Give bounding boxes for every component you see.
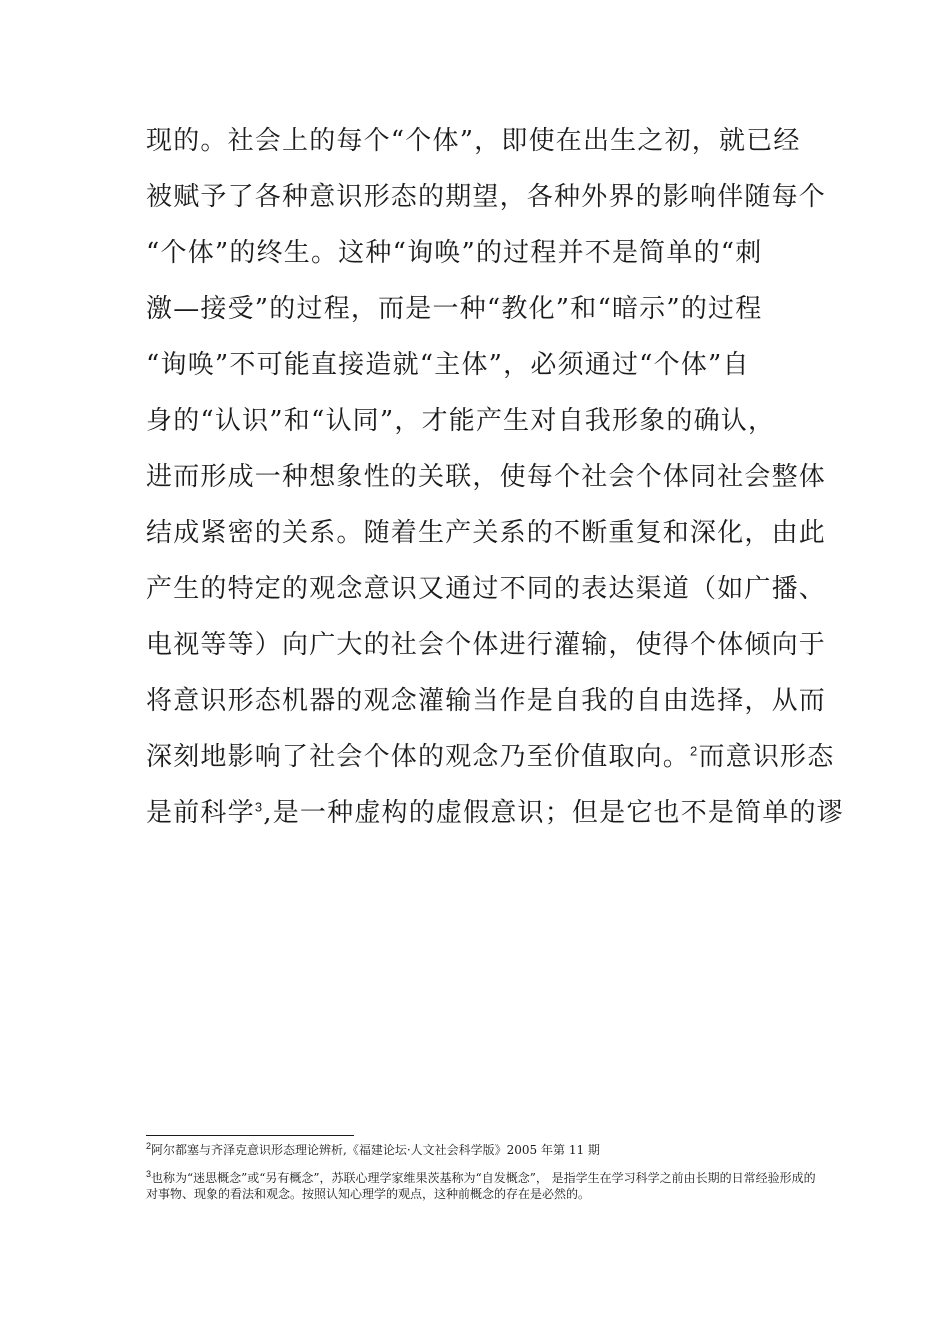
body-line: “个体”的终生。这种“询唤”的过程并不是简单的“刺: [146, 238, 763, 268]
footnote-ref-3[interactable]: 3: [254, 799, 264, 815]
footnote-text: 阿尔都塞与齐泽克意识形态理论辨析,《福建论坛·人文社会科学版》2005 年第 11 期: [151, 1143, 600, 1157]
body-line: “询唤”不可能直接造就“主体”，必须通过“个体”自: [146, 350, 750, 380]
body-line: 电视等等）向广大的社会个体进行灌输，使得个体倾向于: [146, 630, 827, 660]
body-line-with-footnote-3: [146, 785, 844, 841]
body-text-segment: 是前科学: [146, 798, 255, 828]
footnote-number: 3: [146, 1169, 152, 1179]
body-text: [146, 113, 844, 841]
body-line: 现的。社会上的每个“个体”，即使在出生之初，就已经: [146, 126, 801, 156]
footnote-number: 2: [146, 1141, 152, 1151]
body-line: 激—接受”的过程，而是一种“教化”和“暗示”的过程: [146, 294, 763, 324]
body-line: 身的“认识”和“认同”，才能产生对自我形象的确认，: [146, 406, 776, 436]
body-line-with-footnote-2: [146, 729, 835, 785]
body-text-segment: 而意识形态: [698, 742, 835, 772]
footnotes: [146, 1142, 816, 1214]
body-line: 将意识形态机器的观念灌输当作是自我的自由选择，从而: [146, 686, 827, 716]
body-line: 产生的特定的观念意识又通过不同的表达渠道（如广播、: [146, 574, 827, 604]
body-line: 进而形成一种想象性的关联，使每个社会个体同社会整体: [146, 462, 827, 492]
footnote-2: [146, 1142, 816, 1158]
body-line: 被赋予了各种意识形态的期望，各种外界的影响伴随每个: [146, 182, 827, 212]
footnote-text: 也称为“迷思概念”或“另有概念”，苏联心理学家维果茨基称为“自发概念”， 是指学生在学习科学之前由长期的日常经验形成的对事物、现象的看法和观念。按照认知心理学的观点，这种前概念的存在是必然的。: [146, 1171, 816, 1201]
footnote-ref-2[interactable]: 2: [690, 743, 699, 759]
body-line: 结成紧密的关系。随着生产关系的不断重复和深化，由此: [146, 518, 827, 548]
body-text-segment: 深刻地影响了社会个体的观念乃至价值取向。: [146, 742, 691, 772]
body-text-segment: ,是一种虚构的虚假意识；但是它也不是简单的谬: [263, 798, 844, 828]
footnote-separator: [146, 1135, 354, 1136]
footnote-3: [146, 1170, 816, 1202]
